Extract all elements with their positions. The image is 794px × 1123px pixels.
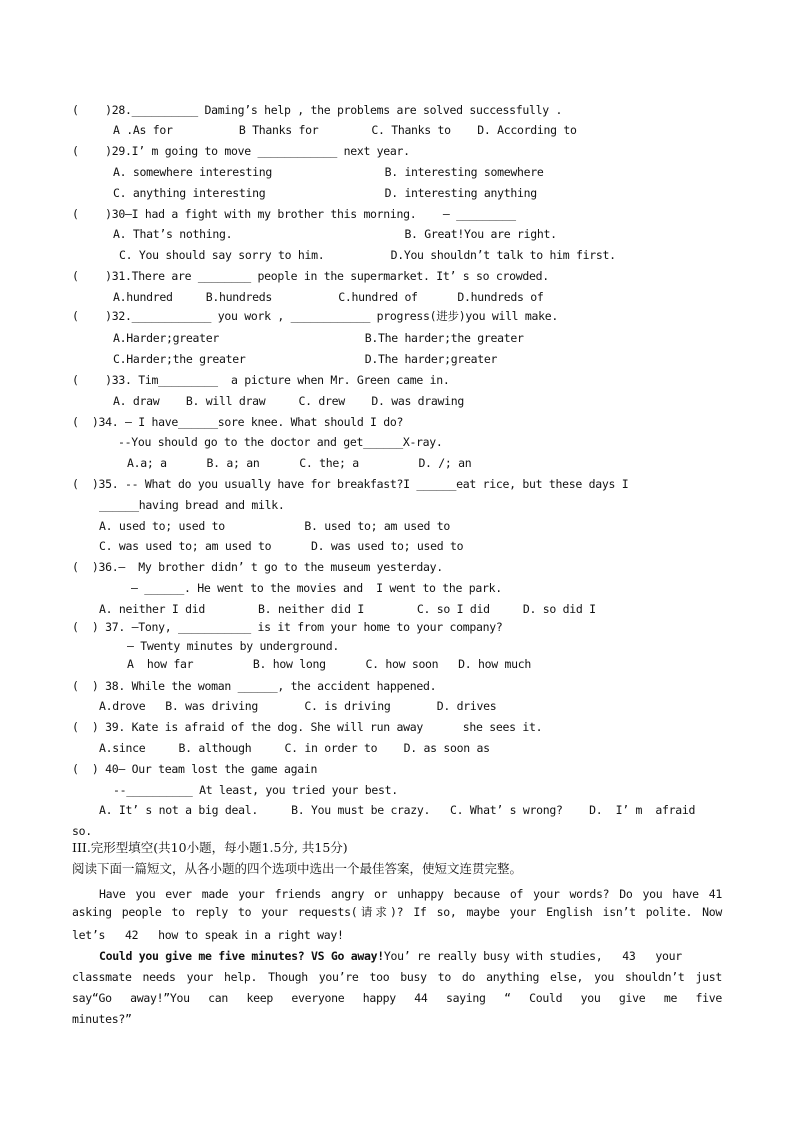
question-35-line2: ______having bread and milk. (99, 498, 285, 512)
question-37-line2: — Twenty minutes by underground. (127, 639, 339, 653)
question-33-stem: ( )33. Tim_________ a picture when Mr. Green came in. (72, 373, 450, 387)
question-40-stem: ( ) 40— Our team lost the game again (72, 762, 318, 776)
question-30-stem: ( )30—I had a fight with my brother this morning. — _________ (72, 207, 516, 221)
question-32-options-cd: C.Harder;the greater D.The harder;greater (113, 352, 498, 366)
section-3-heading: III.完形型填空(共10小题，每小题1.5分, 共15分) (72, 840, 348, 855)
question-31-options: A.hundred B.hundreds C.hundred of D.hundreds of (113, 290, 544, 304)
passage-p2-line1 (99, 949, 722, 963)
question-40-line2: --__________ At least, you tried your best. (113, 783, 398, 797)
question-33-options: A. draw B. will draw C. drew D. was drawing (113, 394, 465, 408)
question-31-stem: ( )31.There are ________ people in the supermarket. It’ s so crowded. (72, 269, 549, 283)
question-40-options: A. It’ s not a big deal. B. You must be crazy. C. What’ s wrong? D. I’ m afraid (99, 803, 696, 817)
passage-p2-line3: say“Go away!”You can keep everyone happy 44 saying “ Could you give me five (72, 991, 722, 1005)
question-28-stem: ( )28.__________ Daming’s help , the problems are solved successfully . (72, 103, 563, 117)
question-32-stem: ( )32.____________ you work , ____________ progress(进步)you will make. (72, 309, 559, 323)
question-30-options-cd: C. You should say sorry to him. D.You shouldn’t talk to him first. (119, 248, 616, 262)
question-29-stem: ( )29.I’ m going to move ____________ next year. (72, 144, 410, 158)
question-34-options: A.a; a B. a; an C. the; a D. /; an (127, 456, 472, 470)
question-37-stem: ( ) 37. —Tony, ___________ is it from your home to your company? (72, 620, 503, 634)
question-36-stem: ( )36.— My brother didn’ t go to the museum yesterday. (72, 560, 443, 574)
question-36-line2: — ______. He went to the movies and I went to the park. (131, 581, 502, 595)
passage-p1-line3: let’s 42 how to speak in a right way! (72, 928, 344, 942)
passage-p2-bold-heading: Could you give me five minutes? VS Go away! (99, 949, 384, 963)
question-29-options-ab: A. somewhere interesting B. interesting somewhere (113, 165, 544, 179)
question-35-options-cd: C. was used to; am used to D. was used to; used to (99, 539, 464, 553)
question-35-options-ab: A. used to; used to B. used to; am used to (99, 519, 451, 533)
question-28-options: A .As for B Thanks for C. Thanks to D. According to (113, 123, 577, 137)
question-38-options: A.drove B. was driving C. is driving D. drives (99, 699, 497, 713)
question-39-options: A.since B. although C. in order to D. as soon as (99, 741, 490, 755)
passage-p2-line4: minutes?” (72, 1012, 132, 1026)
question-35-stem: ( )35. -- What do you usually have for breakfast?I ______eat rice, but these days I (72, 477, 629, 491)
question-30-options-ab: A. That’s nothing. B. Great!You are right. (113, 227, 557, 241)
section-3-instruction: 阅读下面一篇短文，从各小题的四个选项中选出一个最佳答案，使短文连贯完整。 (72, 861, 523, 876)
question-34-line2: --You should go to the doctor and get______X-ray. (118, 435, 443, 449)
passage-p1-line1: Have you ever made your friends angry or unhappy because of your words? Do you have 41 (99, 887, 722, 901)
question-40-tail: so. (72, 824, 92, 838)
question-34-stem: ( )34. — I have______sore knee. What should I do? (72, 415, 404, 429)
question-38-stem: ( ) 38. While the woman ______, the accident happened. (72, 679, 437, 693)
question-37-options: A how far B. how long C. how soon D. how much (127, 657, 532, 671)
question-39-stem: ( ) 39. Kate is afraid of the dog. She will run away she sees it. (72, 720, 543, 734)
passage-p2-line1-rest: You’ re really busy with studies, 43 your (383, 949, 682, 963)
question-32-options-ab: A.Harder;greater B.The harder;the greater (113, 331, 524, 345)
passage-p2-line2: classmate needs your help. Though you’re too busy to do anything else, you shouldn’t just (72, 970, 722, 984)
question-29-options-cd: C. anything interesting D. interesting anything (113, 186, 537, 200)
passage-p1-line2: asking people to reply to your requests(请求)? If so, maybe your English isn’t polite. Now (72, 905, 722, 919)
question-36-options: A. neither I did B. neither did I C. so I did D. so did I (99, 602, 596, 616)
